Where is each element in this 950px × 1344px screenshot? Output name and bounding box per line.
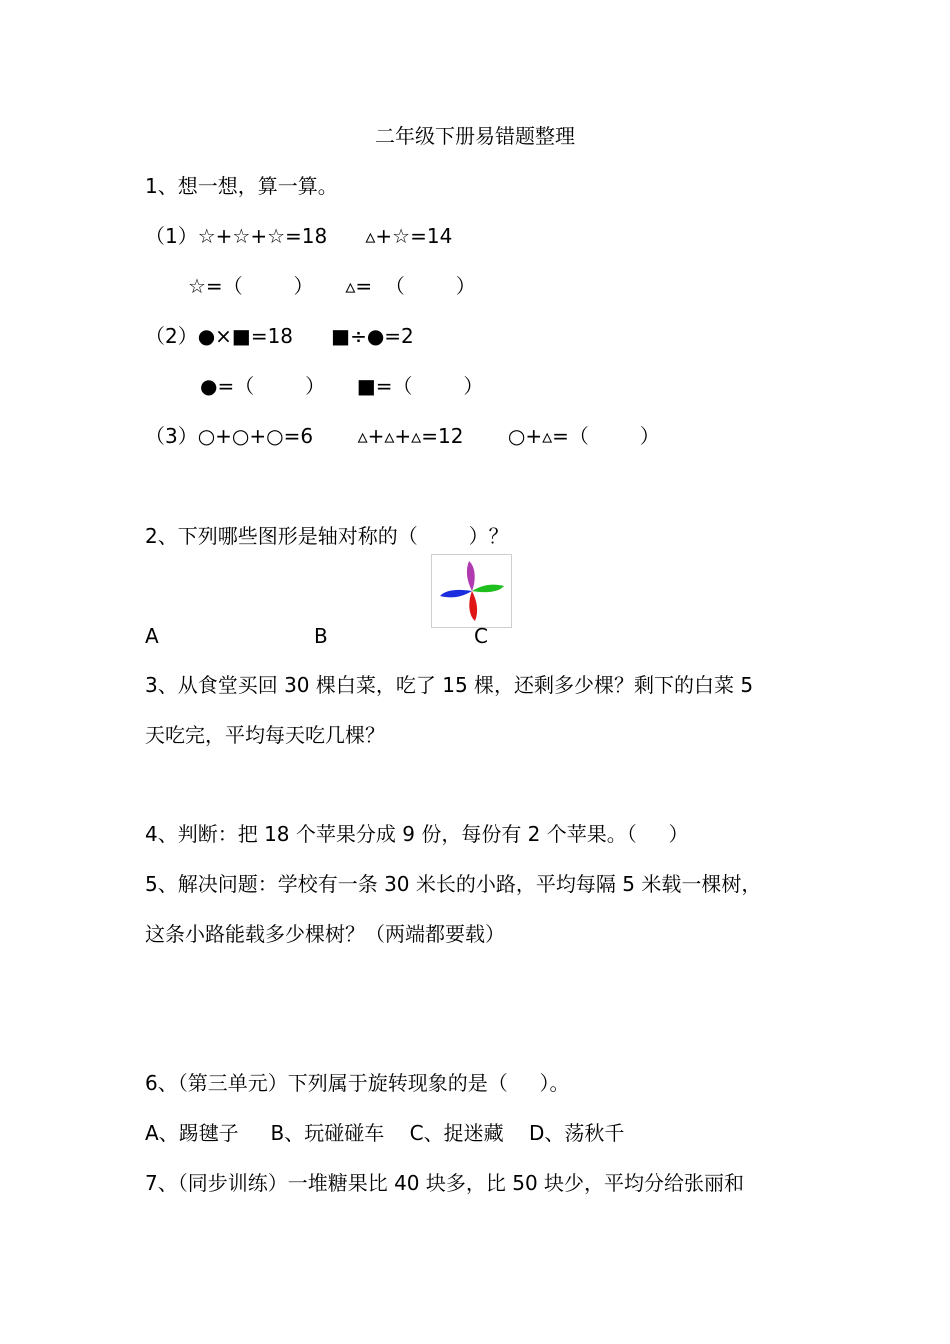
- q3-line2: 天吃完，平均每天吃几棵？: [145, 723, 385, 747]
- pinwheel-blade-blue: [440, 590, 472, 598]
- q1-part2-answers: ●=（ ） ■=（ ）: [200, 374, 484, 398]
- q6-question: 6、（第三单元）下列属于旋转现象的是（ ）。: [145, 1071, 570, 1095]
- pinwheel-figure: [431, 554, 512, 628]
- q5-line2: 这条小路能载多少棵树？（两端都要载）: [145, 922, 505, 946]
- pinwheel-blade-green: [472, 585, 504, 593]
- q1-heading: 1、想一想，算一算。: [145, 174, 338, 198]
- q3-line1: 3、从食堂买回 30 棵白菜，吃了 15 棵，还剩多少棵？剩下的白菜 5: [145, 673, 754, 697]
- q2-option-c: C: [474, 624, 488, 648]
- pinwheel-blade-purple: [467, 561, 475, 591]
- q1-part1-equations: （1）☆+☆+☆=18 ▵+☆=14: [145, 224, 453, 248]
- q7-line1: 7、（同步训练）一堆糖果比 40 块多，比 50 块少，平均分给张丽和: [145, 1171, 745, 1195]
- q1-part1-answers: ☆=（ ） ▵= （ ）: [188, 274, 476, 298]
- q1-part2-equations: （2）●×■=18 ■÷●=2: [145, 324, 414, 348]
- q5-line1: 5、解决问题：学校有一条 30 米长的小路，平均每隔 5 米载一棵树，: [145, 872, 762, 896]
- q6-options: A、踢毽子 B、玩碰碰车 C、捉迷藏 D、荡秋千: [145, 1121, 625, 1145]
- page-title: 二年级下册易错题整理: [375, 124, 575, 148]
- q2-option-a: A: [145, 624, 159, 648]
- q4-question: 4、判断：把 18 个苹果分成 9 份，每份有 2 个苹果。（ ）: [145, 822, 689, 846]
- q1-part3-equations: （3）○+○+○=6 ▵+▵+▵=12 ○+▵=（ ）: [145, 424, 660, 448]
- pinwheel-blade-red: [469, 591, 477, 621]
- q2-option-b: B: [314, 624, 328, 648]
- q2-question: 2、下列哪些图形是轴对称的（ ）？: [145, 524, 509, 548]
